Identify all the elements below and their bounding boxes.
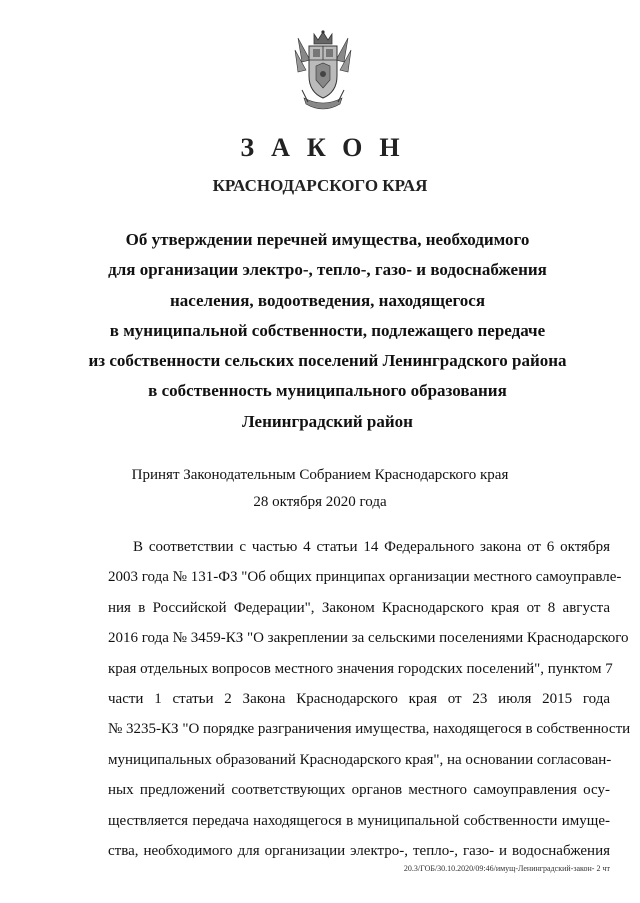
adoption-date: 28 октября 2020 года (253, 494, 387, 510)
law-heading: ЗАКОН (240, 133, 417, 162)
title-line: в собственность муниципального образования (148, 381, 507, 401)
body-line: ществляется передача находящегося в муниципальной собственности имуще- (108, 812, 610, 829)
body-line: ных предложений соответствующих органов местного самоуправления осу- (108, 782, 610, 799)
body-line: В соответствии с частью 4 статьи 14 Федерального закона от 6 октября (133, 539, 610, 555)
body-line: 2016 года № 3459-КЗ "О закреплении за сельскими поселениями Краснодарского (108, 630, 629, 647)
body-line: муниципальных образований Краснодарского края", на основании согласован- (108, 751, 612, 768)
adoption-body: Принят Законодательным Собранием Краснодарского края (131, 467, 509, 483)
document-footer-code: 20.3/ГОБ/30.10.2020/09:46/имущ-Ленинградский-закон- 2 чт (403, 864, 610, 873)
region-heading: КРАСНОДАРСКОГО КРАЯ (212, 176, 428, 195)
title-line: из собственности сельских поселений Ленинградского района (88, 351, 567, 371)
title-line: населения, водоотведения, находящегося (169, 290, 486, 310)
body-line: 2003 года № 131-ФЗ "Об общих принципах организации местного самоуправле- (108, 569, 622, 586)
body-line: части 1 статьи 2 Закона Краснодарского края от 23 июля 2015 года (108, 691, 610, 708)
title-line: Ленинградский район (242, 411, 413, 431)
body-line: ства, необходимого для организации электро-, тепло-, газо- и водоснабжения (108, 843, 610, 860)
body-line: № 3235-КЗ "О порядке разграничения имущества, находящегося в собственности (108, 721, 631, 738)
krasnodar-coat-of-arms-icon (292, 30, 354, 114)
adoption-note (0, 462, 640, 516)
body-paragraph (108, 532, 631, 866)
body-line: края отдельных вопросов местного значения городских поселений", пунктом 7 (108, 660, 613, 677)
title-line: в муниципальной собственности, подлежащего передаче (109, 320, 546, 340)
title-line: Об утверждении перечней имущества, необходимого (125, 230, 530, 249)
title-line: для организации электро-, тепло-, газо- и водоснабжения (108, 260, 547, 280)
law-title (80, 225, 575, 437)
body-line: ния в Российской Федерации", Законом Краснодарского края от 8 августа (108, 599, 610, 616)
